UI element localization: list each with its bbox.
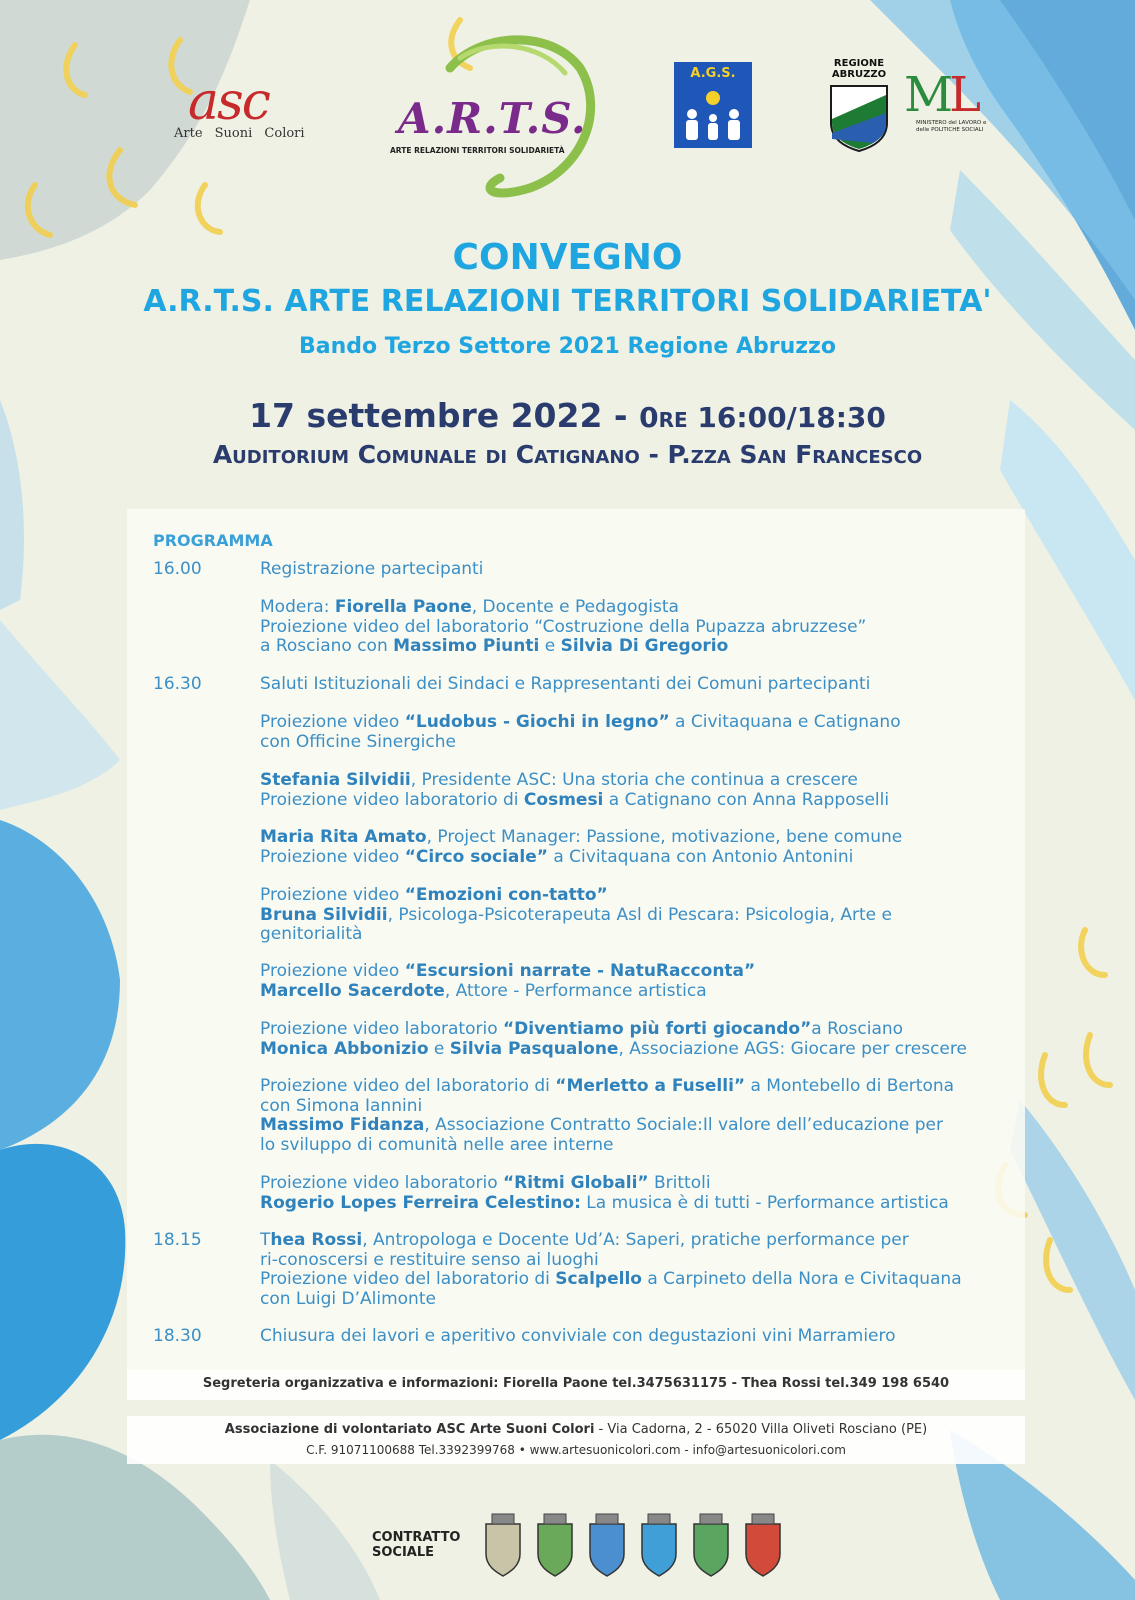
regione-shield-icon xyxy=(828,83,890,153)
event-date: 17 settembre 2022 - xyxy=(249,396,640,435)
ministero-mark: ML xyxy=(904,67,978,123)
event-time: 0re 16:00/18:30 xyxy=(639,401,886,434)
program-time: 18.30 xyxy=(153,1326,202,1346)
arts-logo-subtitle: ARTE RELAZIONI TERRITORI SOLIDARIETÀ xyxy=(390,146,565,155)
program-text: Saluti Istituzionali dei Sindaci e Rappresentanti dei Comuni partecipanti xyxy=(260,674,871,694)
association-address: - Via Cadorna, 2 - 65020 Villa Oliveti Rosciano (PE) xyxy=(594,1422,928,1437)
program-text: Proiezione video laboratorio “Ritmi Globali” Brittoli Rogerio Lopes Ferreira Celestino: La musica è di tutti - Performance artistica xyxy=(260,1173,949,1213)
crest-icon xyxy=(486,1524,780,1576)
program-text: Thea Rossi, Antropologa e Docente Ud’A: Saperi, pratiche performance per ri-conoscersi e restituire senso ai luoghi Proiezione video del laboratorio di Scalpello a Carpineto della Nora e Civitaquana con Luigi D’Alimonte xyxy=(260,1230,962,1309)
ags-logo-text: A.G.S. xyxy=(690,66,736,81)
arts-logo-mark: A.R.T.S. xyxy=(398,94,587,143)
program-text: Modera: Fiorella Paone, Docente e Pedagogista Proiezione video del laboratorio “Costruzione della Pupazza abruzzese” a Rosciano con Massimo Piunti e Silvia Di Gregorio xyxy=(260,597,867,656)
association-line-2: C.F. 91071100688 Tel.3392399768 • www.artesuonicolori.com - info@artesuonicolori.com xyxy=(306,1443,846,1457)
asc-logo xyxy=(170,72,340,148)
ags-logo xyxy=(674,62,752,148)
association-name: Associazione di volontariato ASC Arte Suoni Colori xyxy=(224,1422,595,1437)
event-venue: Auditorium Comunale di Catignano - P.zza San Francesco xyxy=(212,440,923,469)
association-line-1 xyxy=(127,1422,1025,1437)
ministero-logo xyxy=(904,67,999,150)
program-text: Proiezione video “Escursioni narrate - NatuRacconta” Marcello Sacerdote, Attore - Performance artistica xyxy=(260,961,756,1001)
program-text: Stefania Silvidii, Presidente ASC: Una storia che continua a crescere Proiezione video laboratorio di Cosmesi a Catignano con Anna Rapposelli xyxy=(260,770,890,810)
asc-logo-mark: asc xyxy=(188,72,269,132)
regione-abruzzo-text: REGIONE ABRUZZO xyxy=(831,58,887,80)
program-time: 16.00 xyxy=(153,559,202,579)
bando-line: Bando Terzo Settore 2021 Regione Abruzzo xyxy=(299,334,836,359)
contratto-sociale-text: CONTRATTO SOCIALE xyxy=(372,1530,461,1560)
program-text: Maria Rita Amato, Project Manager: Passione, motivazione, bene comune Proiezione video “Circo sociale” a Civitaquana con Antonio Antonini xyxy=(260,827,903,867)
municipal-crests xyxy=(478,1510,788,1580)
page-title: CONVEGNO xyxy=(452,237,683,278)
program-text: Proiezione video laboratorio “Diventiamo più forti giocando”a Rosciano Monica Abbonizio e Silvia Pasqualone, Associazione AGS: Giocare per crescere xyxy=(260,1019,967,1059)
children-icon xyxy=(674,86,752,146)
program-time: 16.30 xyxy=(153,674,202,694)
program-text: Chiusura dei lavori e aperitivo conviviale con degustazioni vini Marramiero xyxy=(260,1326,896,1346)
regione-abruzzo-logo xyxy=(828,58,890,153)
program-text: Registrazione partecipanti xyxy=(260,559,484,579)
program-time: 18.15 xyxy=(153,1230,202,1250)
segreteria-info: Segreteria organizzativa e informazioni: Fiorella Paone tel.3475631175 - Thea Rossi tel.349 198 6540 xyxy=(202,1376,950,1391)
ministero-text: MINISTERO del LAVORO e delle POLITICHE SOCIALI xyxy=(916,120,987,133)
arts-logo xyxy=(390,28,605,198)
page-subtitle: A.R.T.S. ARTE RELAZIONI TERRITORI SOLIDARIETA' xyxy=(143,284,992,319)
program-text: Proiezione video “Ludobus - Giochi in legno” a Civitaquana e Catignano con Officine Sinergiche xyxy=(260,712,901,752)
contratto-sociale-logo xyxy=(372,1530,467,1570)
asc-logo-subtitle: Arte Suoni Colori xyxy=(174,126,305,141)
program-text: Proiezione video del laboratorio di “Merletto a Fuselli” a Montebello di Bertona con Simona Iannini Massimo Fidanza, Associazione Contratto Sociale:Il valore dell’educazione per lo sviluppo di comunità nelle aree interne xyxy=(260,1076,955,1155)
event-date-time xyxy=(0,396,1135,435)
program-text: Proiezione video “Emozioni con-tatto” Bruna Silvidii, Psicologa-Psicoterapeuta Asl di Pescara: Psicologia, Arte e genitorialità xyxy=(260,885,892,944)
programma-title: PROGRAMMA xyxy=(153,531,273,550)
